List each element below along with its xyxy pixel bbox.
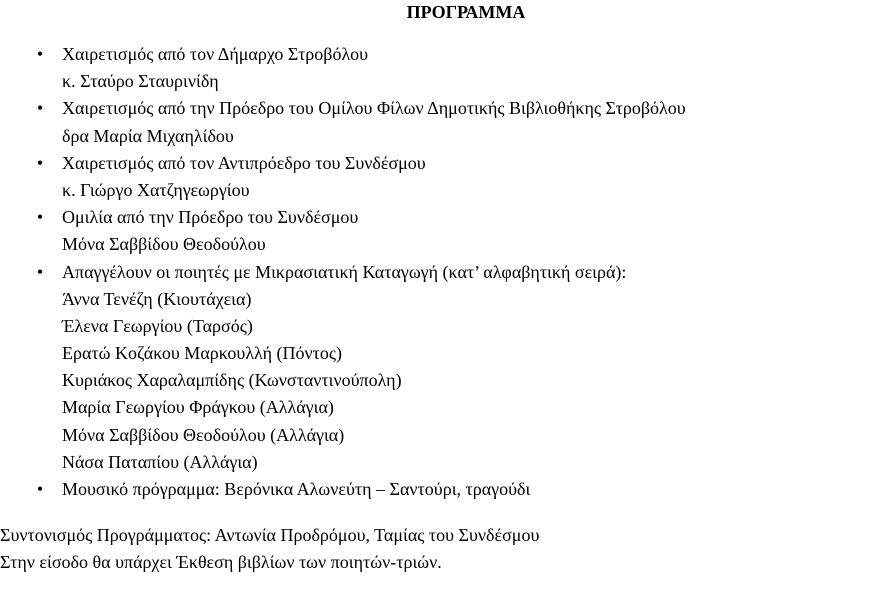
program-item-text — [0, 476, 686, 503]
exhibition-note: Στην είσοδο θα υπάρχει Έκθεση βιβλίων των ποιητών-τριών. — [0, 552, 442, 573]
line-text: Άννα Τενέζη (Κιουτάχεια) — [62, 288, 252, 309]
program-item-subline — [0, 394, 686, 421]
program-item-text — [0, 150, 686, 177]
line-text: Χαιρετισμός από τον Αντιπρόεδρο του Συνδέσμου — [62, 152, 426, 173]
coordination-note: Συντονισμός Προγράμματος: Αντωνία Προδρόμου, Ταμίας του Συνδέσμου — [0, 525, 540, 545]
line-text: Μουσικό πρόγραμμα: Βερόνικα Αλωνεύτη – Σαντούρι, τραγούδι — [62, 479, 531, 499]
line-text: Νάσα Παταπίου (Αλλάγια) — [62, 451, 258, 472]
line-text: Κυριάκος Χαραλαμπίδης (Κωνσταντινούπολη) — [62, 370, 402, 391]
line-text: Ερατώ Κοζάκου Μαρκουλλή (Πόντος) — [62, 343, 343, 364]
line-text: Χαιρετισμός από τον Δήμαρχο Στροβόλου — [62, 44, 369, 64]
program-item-text — [0, 259, 686, 286]
line-text: δρα Μαρία Μιχαηλίδου — [62, 125, 234, 146]
program-item-subline — [0, 367, 686, 394]
program-item-subline — [0, 449, 686, 476]
program-item-subline — [0, 422, 686, 449]
bullet-icon: • — [36, 479, 44, 499]
program-item — [0, 150, 686, 204]
program-item-subline — [0, 123, 686, 150]
program-item — [0, 259, 686, 477]
program-item-subline — [0, 286, 686, 313]
program-item-text — [0, 41, 686, 68]
program-item-subline — [0, 313, 686, 340]
bullet-icon: • — [36, 207, 44, 228]
line-text: Απαγγέλουν οι ποιητές με Μικρασιατική Καταγωγή (κατ’ αλφαβητική σειρά): — [62, 261, 627, 282]
bullet-icon: • — [36, 152, 44, 173]
program-item — [0, 41, 686, 95]
line-text: κ. Σταύρο Σταυρινίδη — [62, 71, 219, 92]
line-text: κ. Γιώργο Χατζηγεωργίου — [62, 179, 250, 200]
bullet-icon: • — [36, 261, 44, 282]
page-title: ΠΡΟΓΡΑΜΜΑ — [406, 2, 526, 22]
program-item-text — [0, 95, 686, 122]
bullet-icon: • — [36, 98, 44, 119]
program-item-subline — [0, 68, 686, 95]
program-item — [0, 204, 686, 258]
line-text: Μόνα Σαββίδου Θεοδούλου (Αλλάγια) — [62, 424, 345, 445]
line-text: Χαιρετισμός από την Πρόεδρο του Ομίλου Φίλων Δημοτικής Βιβλιοθήκης Στροβόλου — [62, 98, 686, 119]
line-text: Ομιλία από την Πρόεδρο του Συνδέσμου — [62, 207, 359, 228]
program-item — [0, 95, 686, 149]
line-text: Μαρία Γεωργίου Φράγκου (Αλλάγια) — [62, 397, 334, 418]
program-item-subline — [0, 177, 686, 204]
program-item — [0, 476, 686, 503]
program-item-subline — [0, 340, 686, 367]
bullet-icon: • — [36, 44, 44, 64]
footer-notes — [0, 522, 539, 576]
program-item-subline — [0, 231, 686, 258]
line-text: Έλενα Γεωργίου (Ταρσός) — [62, 315, 253, 336]
line-text: Μόνα Σαββίδου Θεοδούλου — [62, 234, 266, 255]
program-list — [0, 41, 686, 503]
program-item-text — [0, 204, 686, 231]
